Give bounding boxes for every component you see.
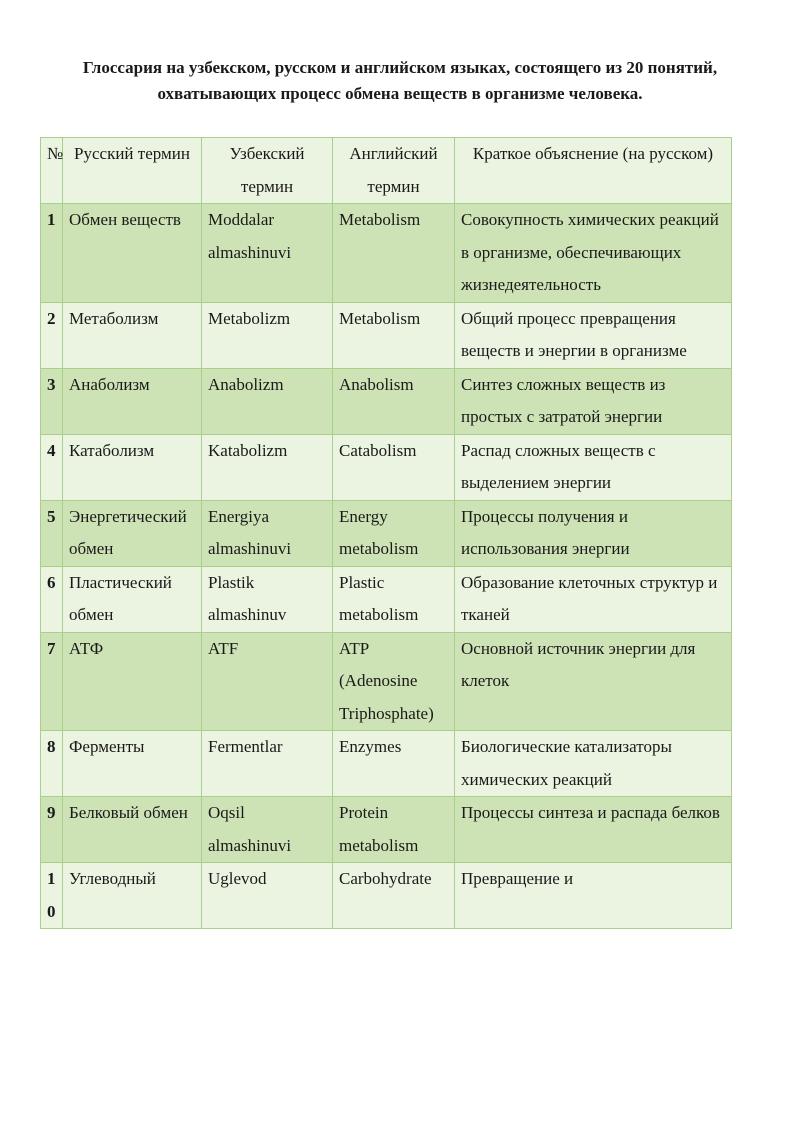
description: Образование клеточных структур и тканей — [455, 566, 732, 632]
english-term: Protein metabolism — [333, 797, 455, 863]
table-row — [41, 731, 732, 797]
russian-term: Пластический обмен — [63, 566, 202, 632]
uzbek-term: Fermentlar — [202, 731, 333, 797]
english-term: ATP (Adenosine Triphosphate) — [333, 632, 455, 731]
table-row — [41, 863, 732, 929]
header-number: № — [41, 138, 63, 204]
description: Биологические катализаторы химических реакций — [455, 731, 732, 797]
russian-term: АТФ — [63, 632, 202, 731]
description: Процессы получения и использования энергии — [455, 500, 732, 566]
english-term: Metabolism — [333, 302, 455, 368]
row-number: 5 — [41, 500, 63, 566]
glossary-table — [40, 137, 732, 929]
description: Совокупность химических реакций в организме, обеспечивающих жизнедеятельность — [455, 204, 732, 303]
table-row — [41, 566, 732, 632]
english-term: Plastic metabolism — [333, 566, 455, 632]
table-row — [41, 500, 732, 566]
row-number: 9 — [41, 797, 63, 863]
description: Превращение и — [455, 863, 732, 929]
english-term: Anabolism — [333, 368, 455, 434]
row-number: 10 — [41, 863, 63, 929]
uzbek-term: Katabolizm — [202, 434, 333, 500]
uzbek-term: Uglevod — [202, 863, 333, 929]
row-number: 3 — [41, 368, 63, 434]
document-title: Глоссария на узбекском, русском и английском языках, состоящего из 20 понятий, охватывающих процесс обмена веществ в организме человека. — [82, 58, 718, 103]
english-term: Enzymes — [333, 731, 455, 797]
table-header-row — [41, 138, 732, 204]
description: Распад сложных веществ с выделением энергии — [455, 434, 732, 500]
row-number: 2 — [41, 302, 63, 368]
uzbek-term: Oqsil almashinuvi — [202, 797, 333, 863]
russian-term: Углеводный — [63, 863, 202, 929]
russian-term: Анаболизм — [63, 368, 202, 434]
uzbek-term: Plastik almashinuv — [202, 566, 333, 632]
english-term: Energy metabolism — [333, 500, 455, 566]
row-number: 1 — [41, 204, 63, 303]
description: Процессы синтеза и распада белков — [455, 797, 732, 863]
table-row — [41, 302, 732, 368]
row-number: 4 — [41, 434, 63, 500]
description: Основной источник энергии для клеток — [455, 632, 732, 731]
header-description: Краткое объяснение (на русском) — [455, 138, 732, 204]
header-english-term: Английский термин — [333, 138, 455, 204]
russian-term: Белковый обмен — [63, 797, 202, 863]
russian-term: Метаболизм — [63, 302, 202, 368]
uzbek-term: Anabolizm — [202, 368, 333, 434]
description: Синтез сложных веществ из простых с затратой энергии — [455, 368, 732, 434]
row-number: 8 — [41, 731, 63, 797]
english-term: Metabolism — [333, 204, 455, 303]
header-russian-term: Русский термин — [63, 138, 202, 204]
row-number: 7 — [41, 632, 63, 731]
uzbek-term: Energiya almashinuvi — [202, 500, 333, 566]
russian-term: Энергетический обмен — [63, 500, 202, 566]
russian-term: Обмен веществ — [63, 204, 202, 303]
table-row — [41, 797, 732, 863]
table-row — [41, 632, 732, 731]
russian-term: Ферменты — [63, 731, 202, 797]
table-row — [41, 368, 732, 434]
uzbek-term: ATF — [202, 632, 333, 731]
english-term: Carbohydrate — [333, 863, 455, 929]
uzbek-term: Moddalar almashinuvi — [202, 204, 333, 303]
russian-term: Катаболизм — [63, 434, 202, 500]
uzbek-term: Metabolizm — [202, 302, 333, 368]
table-row — [41, 434, 732, 500]
row-number: 6 — [41, 566, 63, 632]
table-row — [41, 204, 732, 303]
header-uzbek-term: Узбекский термин — [202, 138, 333, 204]
description: Общий процесс превращения веществ и энергии в организме — [455, 302, 732, 368]
english-term: Catabolism — [333, 434, 455, 500]
